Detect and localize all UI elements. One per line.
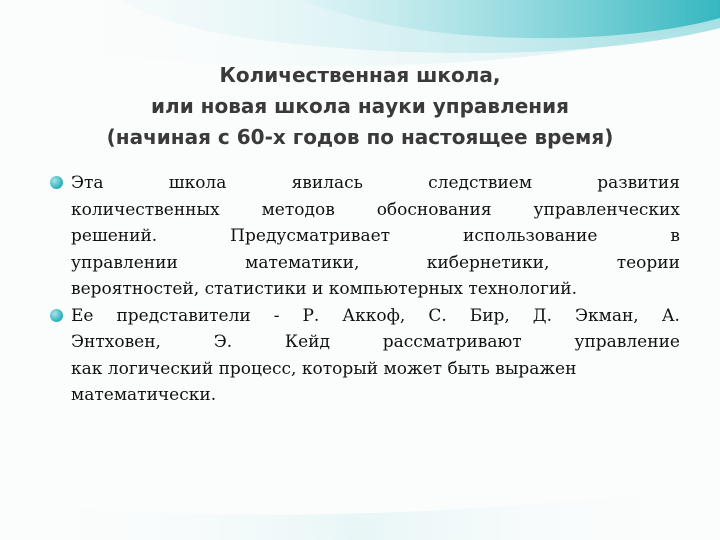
word: Э. [213,332,233,352]
word: школа [168,173,227,193]
title-line: (начиная с 60-х годов по настоящее время) [106,125,614,149]
bullet-item [50,303,680,409]
word: математически. [71,385,217,405]
bullet-dot-icon [50,309,63,322]
word: Предусматривает [230,226,391,246]
slide-content [50,170,680,409]
word: в [670,226,680,246]
word: - [273,305,280,326]
title-line: Количественная школа, [219,63,501,87]
word: представители [116,305,251,326]
title-line: или новая школа науки управления [151,94,569,118]
bullet-dot-icon [50,176,63,189]
bullet-item [50,170,680,303]
text-line [71,170,680,197]
text-line [71,303,680,330]
word: С. [428,305,447,326]
text-line [71,250,680,277]
word: теории [616,252,680,273]
word: явилась [291,173,363,193]
word: управлении [71,252,178,273]
word: Кейд [284,332,330,352]
word: А. [661,305,680,326]
word: кибернетики, [426,252,550,273]
text-line [71,197,680,224]
text-line [71,276,680,303]
word: решений. [71,226,158,246]
word: количественных [71,199,220,220]
word: развития [597,173,680,193]
word: управленческих [533,199,680,220]
word: как логический процесс, который может быть выражен [71,358,577,379]
text-line [71,329,680,356]
text-line [71,223,680,250]
word: математики, [245,252,360,273]
word: использование [463,226,598,246]
wave-bottom-light [0,490,720,540]
word: следствием [428,173,533,193]
text-line [71,382,680,409]
word: Р. [302,305,320,326]
word: Бир, [469,305,510,326]
word: Аккоф, [342,305,406,326]
word: Экман, [574,305,639,326]
word: управление [574,332,680,352]
text-line [71,356,680,383]
word: методов [261,199,335,220]
word: обоснования [376,199,492,220]
word: Энтховен, [71,332,161,352]
word: Эта [71,173,104,193]
word: Д. [532,305,553,326]
word: вероятностей, статистики и компьютерных технологий. [71,279,578,299]
slide-title [40,60,680,153]
word: рассматривают [382,332,522,352]
word: Ее [71,305,94,326]
